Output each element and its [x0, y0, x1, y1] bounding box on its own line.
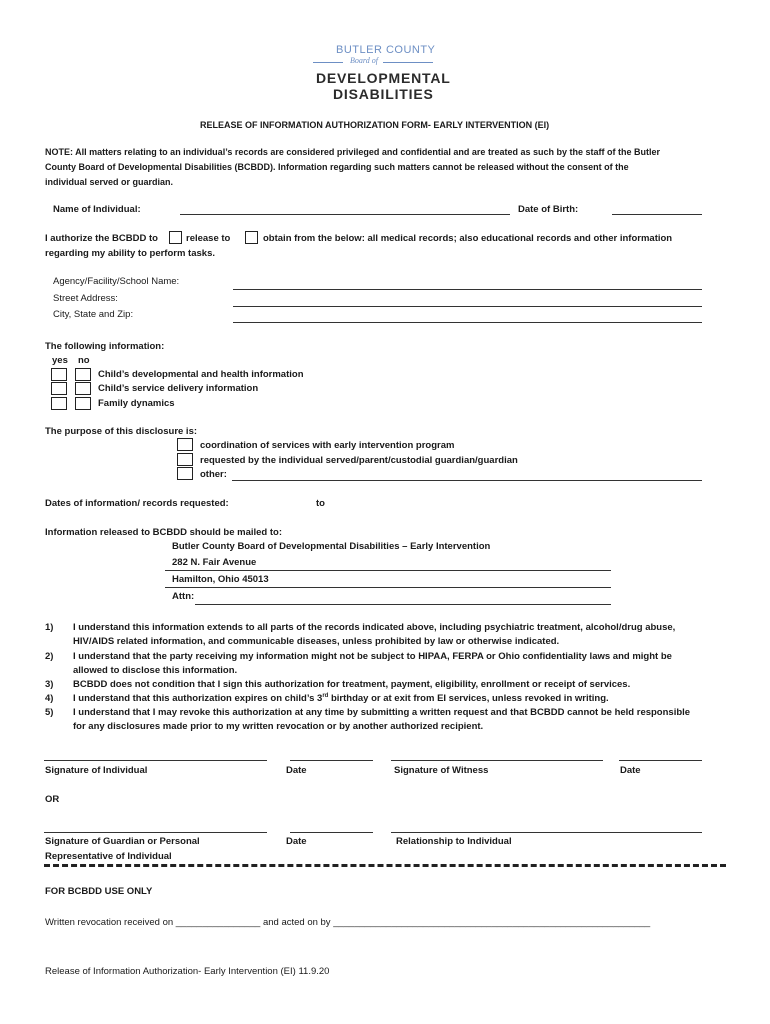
purpose-other-field[interactable]: [232, 480, 702, 481]
statement-text: I understand this information extends to all parts of the records indicated above, including psychiatric treatment, alcohol/drug abuse,: [73, 622, 676, 633]
statement-text: I understand that I may revoke this authorization at any time by submitting a written request and that BCBDD cannot be held responsible: [73, 707, 691, 718]
purpose-2-checkbox[interactable]: [177, 453, 193, 466]
note-line-1: NOTE: All matters relating to an individual’s records are considered privileged and confidential and are treated as such by the staff of the Butler: [45, 147, 660, 157]
info-3-yes-checkbox[interactable]: [51, 397, 67, 410]
no-label: no: [78, 355, 90, 366]
logo-line-3: DEVELOPMENTAL: [316, 70, 451, 86]
authorize-text: I authorize the BCBDD to: [45, 233, 158, 244]
info-2-no-checkbox[interactable]: [75, 382, 91, 395]
obtain-from-checkbox[interactable]: [245, 231, 258, 244]
statement-num: 3): [45, 679, 54, 690]
obtain-from-label: obtain from the below: all medical records; also educational records and other information: [263, 233, 673, 244]
logo-line-2: Board of: [350, 56, 378, 65]
authorize-line-2: regarding my ability to perform tasks.: [45, 248, 215, 259]
statement-text-a: I understand that this authorization expires on child’s 3: [73, 693, 323, 705]
info-2-yes-checkbox[interactable]: [51, 382, 67, 395]
signature-guardian-field[interactable]: [44, 832, 267, 833]
statement-num: 4): [45, 693, 54, 704]
footer-text: Release of Information Authorization- Early Intervention (EI) 11.9.20: [45, 966, 330, 977]
statement-text: for any disclosures made prior to my written revocation or by another authorized recipient.: [73, 721, 484, 732]
street-address-field[interactable]: [233, 306, 702, 307]
dates-to-label: to: [316, 498, 325, 509]
signature-witness-field[interactable]: [391, 760, 603, 761]
form-title: RELEASE OF INFORMATION AUTHORIZATION FORM- EARLY INTERVENTION (EI): [200, 120, 550, 130]
dob-field[interactable]: [612, 214, 702, 215]
street-address-label: Street Address:: [53, 293, 118, 304]
date-2-label: Date: [620, 765, 641, 776]
date-1-label: Date: [286, 765, 307, 776]
info-item-3: Family dynamics: [98, 398, 175, 409]
relationship-field[interactable]: [391, 832, 702, 833]
statement-text: BCBDD does not condition that I sign this authorization for treatment, payment, eligibility, enrollment or receipt of services.: [73, 679, 631, 690]
revocation-line: Written revocation received on ________________ and acted on by ____________________________________________________________: [45, 917, 651, 928]
name-label: Name of Individual:: [53, 204, 141, 215]
signature-witness-label: Signature of Witness: [394, 765, 489, 776]
mailed-rule-2: [165, 587, 611, 588]
city-state-zip-label: City, State and Zip:: [53, 309, 134, 320]
purpose-item-1: coordination of services with early intervention program: [200, 440, 455, 451]
info-item-1: Child’s developmental and health information: [98, 369, 304, 380]
yes-label: yes: [52, 355, 68, 366]
statement-text-b: birthday or at exit from EI services, unless revoked in writing.: [328, 693, 609, 705]
purpose-heading: The purpose of this disclosure is:: [45, 426, 198, 437]
dob-label: Date of Birth:: [518, 204, 579, 215]
statement-text: HIV/AIDS related information, and communicable diseases, unless prohibited by law or otherwise indicated.: [73, 636, 560, 647]
cut-line-divider: [44, 864, 726, 867]
logo-line-1: BUTLER COUNTY: [336, 44, 436, 56]
date-3-field[interactable]: [290, 832, 373, 833]
logo-rule-right: [383, 62, 433, 63]
date-2-field[interactable]: [619, 760, 702, 761]
agency-name-field[interactable]: [233, 289, 702, 290]
agency-name-label: Agency/Facility/School Name:: [53, 276, 180, 287]
signature-guardian-label-2: Representative of Individual: [45, 851, 172, 862]
relationship-label: Relationship to Individual: [396, 836, 512, 847]
date-1-field[interactable]: [290, 760, 373, 761]
bcbdd-use-heading: FOR BCBDD USE ONLY: [45, 886, 153, 897]
statement-num: 5): [45, 707, 54, 718]
mailed-line-4: Attn:: [172, 591, 195, 602]
info-1-yes-checkbox[interactable]: [51, 368, 67, 381]
or-label: OR: [45, 794, 60, 805]
note-line-2: County Board of Developmental Disabilities (BCBDD). Information regarding such matters cannot be released without the consent of the: [45, 162, 629, 172]
mailed-line-1: Butler County Board of Developmental Disabilities – Early Intervention: [172, 541, 491, 552]
mailed-rule-1: [165, 570, 611, 571]
statement-num: 2): [45, 651, 54, 662]
info-item-2: Child’s service delivery information: [98, 383, 259, 394]
purpose-3-checkbox[interactable]: [177, 467, 193, 480]
attn-field[interactable]: [195, 604, 611, 605]
signature-individual-label: Signature of Individual: [45, 765, 148, 776]
signature-individual-field[interactable]: [44, 760, 267, 761]
info-1-no-checkbox[interactable]: [75, 368, 91, 381]
superscript: rd: [322, 693, 329, 699]
mailed-line-2: 282 N. Fair Avenue: [172, 557, 257, 568]
statement-num: 1): [45, 622, 54, 633]
logo-line-4: DISABILITIES: [333, 86, 434, 102]
purpose-item-2: requested by the individual served/parent/custodial guardian/guardian: [200, 455, 518, 466]
release-to-label: release to: [186, 233, 231, 244]
mailed-heading: Information released to BCBDD should be mailed to:: [45, 527, 282, 538]
dates-label: Dates of information/ records requested:: [45, 498, 229, 509]
following-heading: The following information:: [45, 341, 165, 352]
date-3-label: Date: [286, 836, 307, 847]
statement-text: allowed to disclose this information.: [73, 665, 238, 676]
mailed-line-3: Hamilton, Ohio 45013: [172, 574, 269, 585]
note-line-3: individual served or guardian.: [45, 177, 174, 187]
statement-text: I understand that the party receiving my information might not be subject to HIPAA, FERPA or Ohio confidentiality laws and might be: [73, 651, 672, 662]
name-field[interactable]: [180, 214, 510, 215]
info-3-no-checkbox[interactable]: [75, 397, 91, 410]
release-to-checkbox[interactable]: [169, 231, 182, 244]
logo-rule-left: [313, 62, 343, 63]
city-state-zip-field[interactable]: [233, 322, 702, 323]
signature-guardian-label-1: Signature of Guardian or Personal: [45, 836, 200, 847]
purpose-item-3: other:: [200, 469, 227, 480]
statement-text: [73, 693, 609, 704]
purpose-1-checkbox[interactable]: [177, 438, 193, 451]
